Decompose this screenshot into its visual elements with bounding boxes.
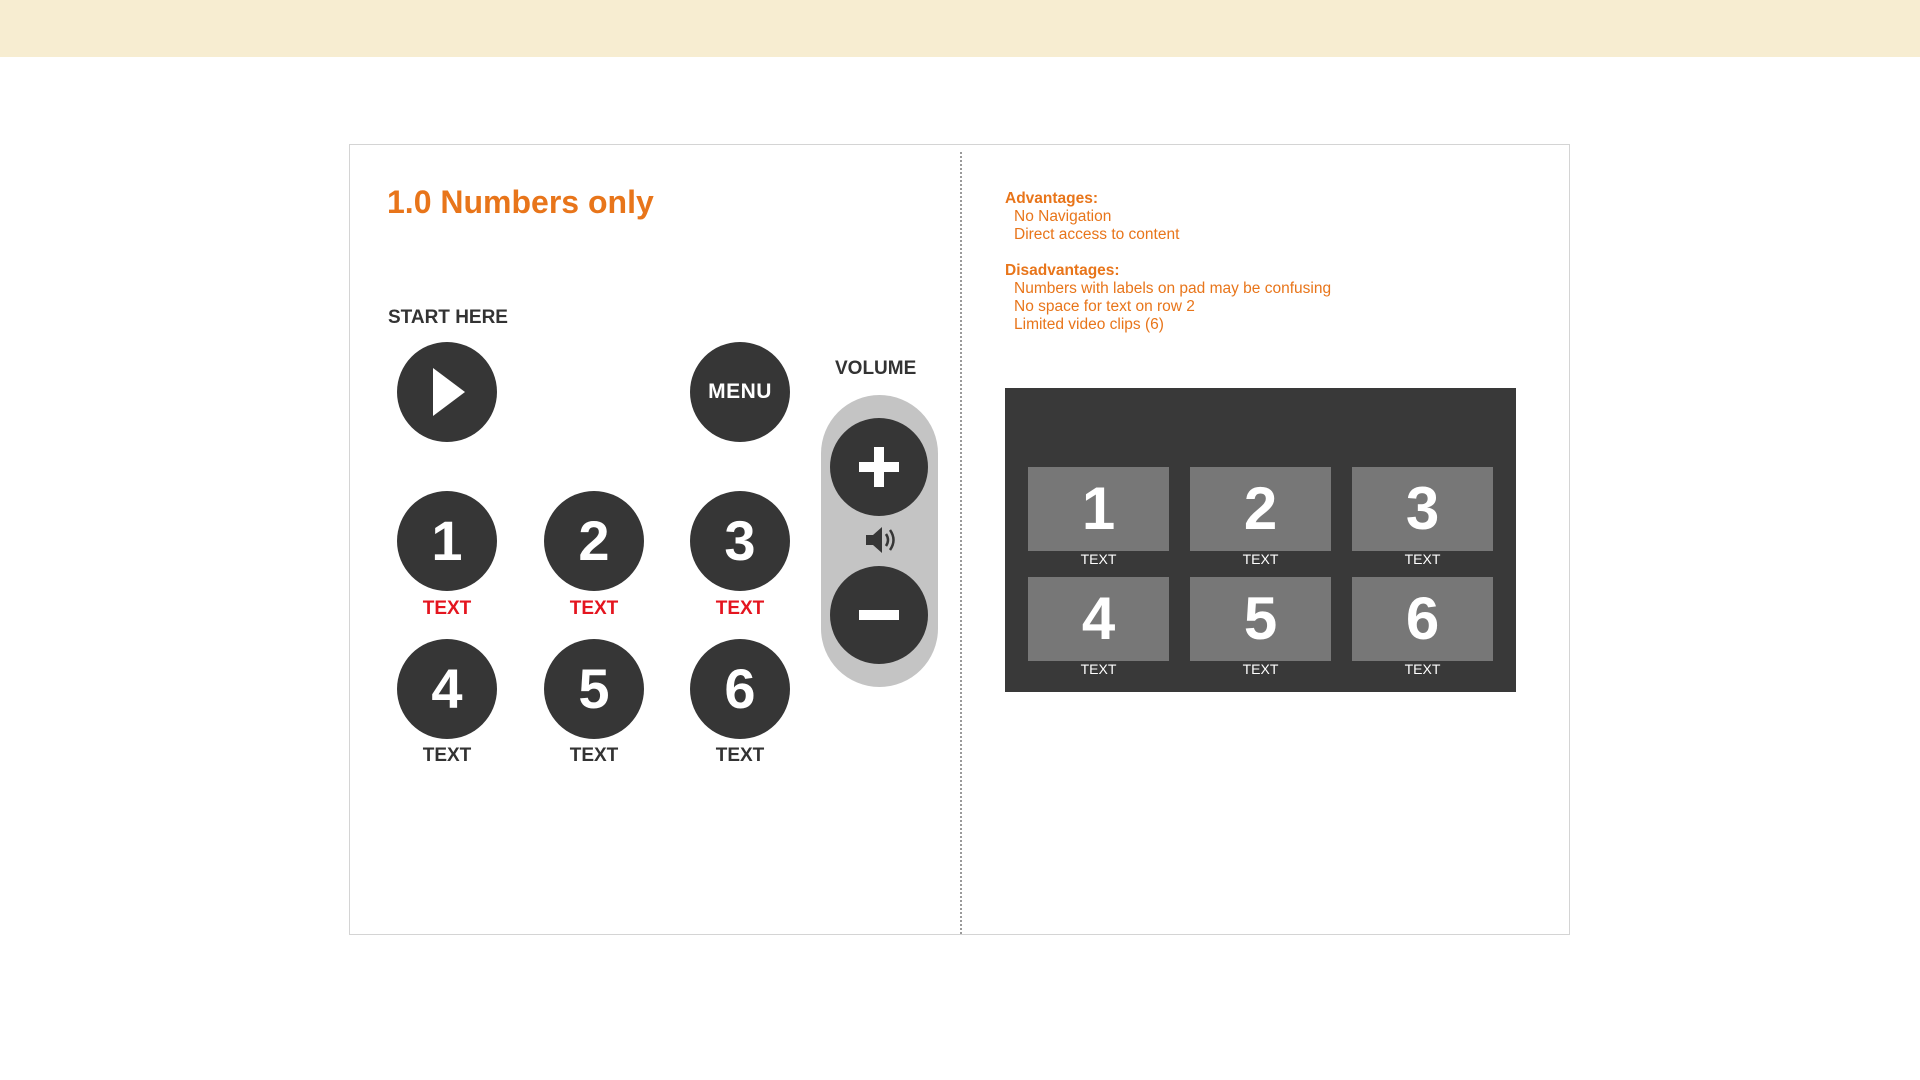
screen-tile-3[interactable]: 3 xyxy=(1352,467,1493,551)
screen-tile-label-2: TEXT xyxy=(1242,551,1279,567)
number-label-2: TEXT xyxy=(569,598,619,619)
number-button-4[interactable]: 4 xyxy=(397,639,497,739)
notes-panel xyxy=(1005,190,1525,334)
number-button-6[interactable]: 6 xyxy=(690,639,790,739)
disadvantage-item: No space for text on row 2 xyxy=(1014,298,1195,315)
speaker-icon xyxy=(864,523,900,557)
advantage-item: No Navigation xyxy=(1014,208,1112,225)
play-icon xyxy=(425,364,469,420)
minus-icon xyxy=(857,593,901,637)
number-button-1[interactable]: 1 xyxy=(397,491,497,591)
start-here-label: START HERE xyxy=(388,307,508,328)
screen-tile-label-5: TEXT xyxy=(1242,661,1279,677)
number-button-5[interactable]: 5 xyxy=(544,639,644,739)
number-button-3[interactable]: 3 xyxy=(690,491,790,591)
advantage-item: Direct access to content xyxy=(1014,226,1180,243)
screen-preview xyxy=(1005,388,1516,692)
screen-tile-label-4: TEXT xyxy=(1080,661,1117,677)
advantages-heading: Advantages: xyxy=(1005,190,1099,207)
center-divider xyxy=(960,152,962,934)
screen-tile-2[interactable]: 2 xyxy=(1190,467,1331,551)
screen-tile-label-6: TEXT xyxy=(1404,661,1441,677)
page-title: 1.0 Numbers only xyxy=(387,184,654,220)
number-label-6: TEXT xyxy=(715,745,765,766)
top-band xyxy=(0,0,1920,57)
screen-tile-1[interactable]: 1 xyxy=(1028,467,1169,551)
screen-tile-label-3: TEXT xyxy=(1404,551,1441,567)
number-button-2[interactable]: 2 xyxy=(544,491,644,591)
disadvantage-item: Limited video clips (6) xyxy=(1014,316,1164,333)
play-button[interactable] xyxy=(397,342,497,442)
disadvantages-heading: Disadvantages: xyxy=(1005,262,1120,279)
volume-up-button[interactable] xyxy=(830,418,928,516)
screen-tile-4[interactable]: 4 xyxy=(1028,577,1169,661)
volume-down-button[interactable] xyxy=(830,566,928,664)
number-label-5: TEXT xyxy=(569,745,619,766)
disadvantage-item: Numbers with labels on pad may be confusing xyxy=(1014,280,1332,297)
plus-icon xyxy=(857,445,901,489)
number-label-4: TEXT xyxy=(422,745,472,766)
volume-label: VOLUME xyxy=(835,358,917,379)
number-label-3: TEXT xyxy=(715,598,765,619)
screen-tile-5[interactable]: 5 xyxy=(1190,577,1331,661)
screen-tile-label-1: TEXT xyxy=(1080,551,1117,567)
screen-tile-6[interactable]: 6 xyxy=(1352,577,1493,661)
menu-button[interactable]: MENU xyxy=(690,342,790,442)
number-label-1: TEXT xyxy=(422,598,472,619)
